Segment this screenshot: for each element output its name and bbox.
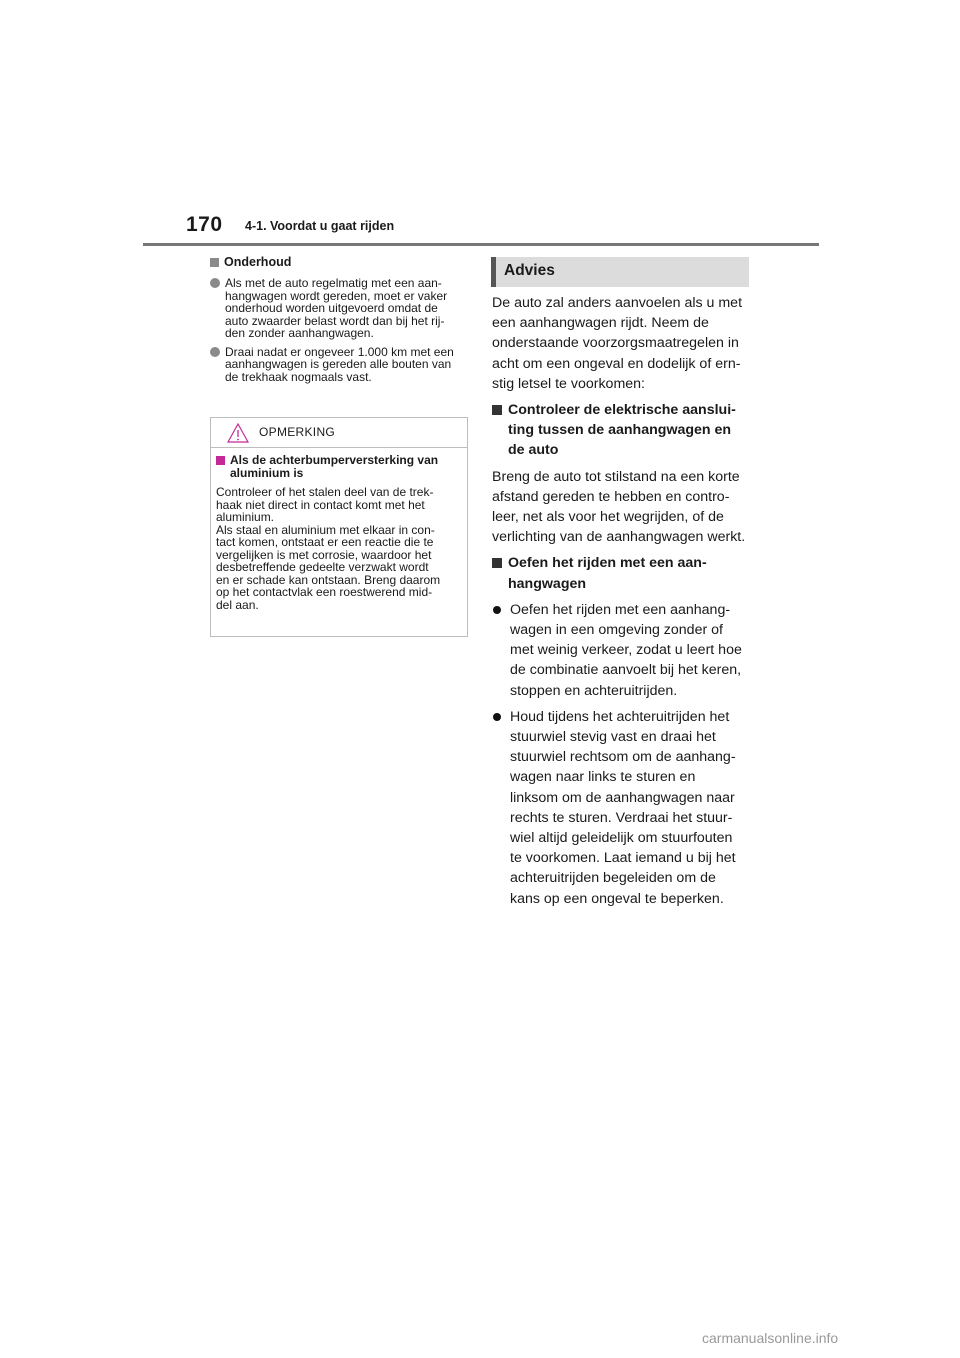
watermark: carmanualsonline.info bbox=[702, 1330, 839, 1346]
circle-bullet-icon bbox=[493, 713, 501, 721]
maintenance-heading-text: Onderhoud bbox=[224, 255, 292, 269]
left-column bbox=[210, 255, 468, 389]
electrical-check-text: Breng de auto tot stilstand na een korte afstand gereden te hebben en contro- leer, net als voor het wegrijden, of de verlichting van de aanhangwagen werkt. bbox=[492, 468, 746, 546]
maintenance-heading bbox=[210, 255, 468, 269]
list-item bbox=[492, 707, 750, 909]
practice-heading-text: Oefen het rijden met een aan- hangwagen bbox=[508, 555, 707, 592]
square-bullet-icon bbox=[492, 405, 502, 415]
right-column bbox=[492, 293, 750, 915]
notice-subheading bbox=[216, 454, 462, 480]
square-bullet-icon bbox=[210, 258, 219, 267]
section-title: 4-1. Voordat u gaat rijden bbox=[245, 219, 395, 233]
circle-bullet-icon bbox=[210, 347, 220, 357]
list-item bbox=[492, 600, 750, 701]
notice-label: OPMERKING bbox=[259, 425, 336, 439]
advice-title: Advies bbox=[504, 262, 555, 279]
list-item-text: Als met de auto regelmatig met een aan- hangwagen wordt gereden, moet er vaker onderhoud worden uitgevoerd omdat de auto zwaarder belast wordt dan bij het rij- den zonder aanhangwagen. bbox=[225, 276, 448, 340]
advice-intro: De auto zal anders aanvoelen als u met een aanhangwagen rijdt. Neem de onderstaande voorzorgsmaatregelen in acht om een ongeval en dodelijk of ern- stig letsel te voorkomen: bbox=[492, 295, 743, 392]
practice-heading bbox=[492, 553, 750, 593]
square-bullet-icon bbox=[492, 558, 502, 568]
notice-header bbox=[211, 418, 467, 448]
list-item bbox=[210, 277, 468, 340]
advice-accent-bar bbox=[491, 257, 496, 287]
page-number: 170 bbox=[186, 213, 223, 236]
notice-body bbox=[211, 448, 467, 611]
circle-bullet-icon bbox=[210, 278, 220, 288]
notice-subheading-text: Als de achterbumperversterking van aluminium is bbox=[230, 453, 439, 480]
square-bullet-icon bbox=[216, 456, 225, 465]
notice-text: Controleer of het stalen deel van de trek- haak niet direct in contact komt met het aluminium. Als staal en aluminium met elkaar in con- tact komen, ontstaat er een reactie die te vergelijken is met corrosie, waardoor het desbetreffende gedeelte verzwakt wordt en er schade kan ontstaan. Breng daarom op het contactvlak een roestwerend mid- del aan. bbox=[216, 485, 441, 612]
circle-bullet-icon bbox=[493, 606, 501, 614]
advice-box-header bbox=[491, 257, 749, 287]
header-divider bbox=[143, 243, 819, 246]
list-item-text: Houd tijdens het achteruitrijden het stuurwiel stevig vast en draai het stuurwiel rechtsom om de aanhang- wagen naar links te sturen en linksom om de aanhangwagen naar rechts te sturen. Verdraai het stuur- wiel altijd geleidelijk om stuurfouten te voorkomen. Laat iemand u bij het achteruitrijden begeleiden om de kans op een ongeval te beperken. bbox=[510, 708, 736, 907]
list-item-text: Draai nadat er ongeveer 1.000 km met een aanhangwagen is gereden alle bouten van de trekhaak nogmaals vast. bbox=[225, 344, 454, 384]
electrical-check-heading-text: Controleer de elektrische aanslui- ting tussen de aanhangwagen en de auto bbox=[508, 402, 736, 459]
electrical-check-heading bbox=[492, 400, 750, 461]
list-item bbox=[210, 346, 468, 384]
notice-box bbox=[210, 417, 468, 637]
warning-triangle-icon bbox=[227, 423, 249, 443]
list-item-text: Oefen het rijden met een aanhang- wagen in een omgeving zonder of met weinig verkeer, zodat u leert hoe de combinatie aanvoelt bij het keren, stoppen en achteruitrijden. bbox=[510, 601, 742, 699]
